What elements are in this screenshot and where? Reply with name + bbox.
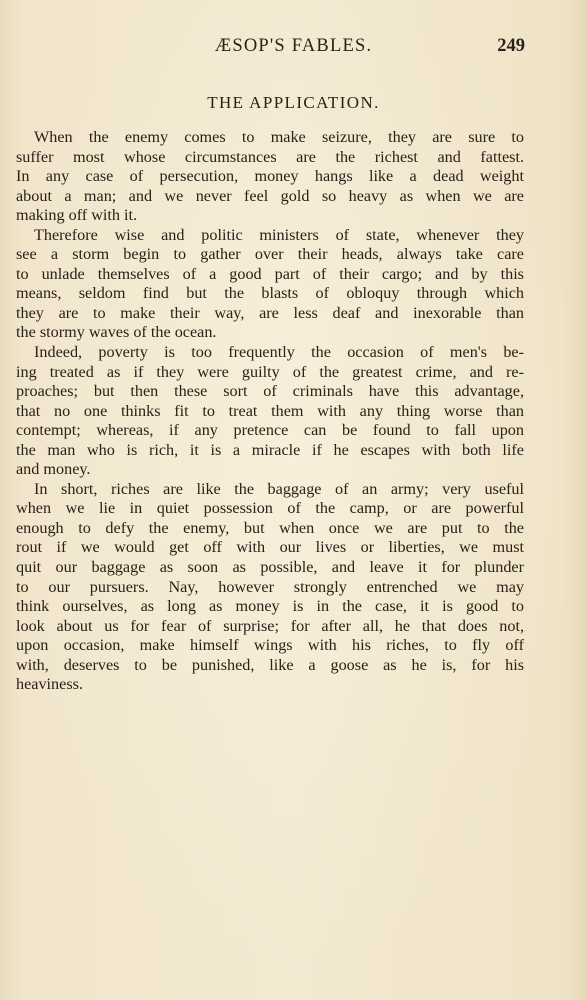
text-line: that no one thinks fit to treat them with any thing worse than	[16, 401, 524, 420]
text-line: proaches; but then these sort of criminals have this advantage,	[16, 382, 524, 401]
text-line: ing treated as if they were guilty of the greatest crime, and re-	[16, 362, 524, 381]
text-line: with, deserves to be punished, like a goose as he is, for his	[16, 655, 524, 674]
text-line: contempt; whereas, if any pretence can be found to fall upon	[16, 421, 524, 440]
text-line: In short, riches are like the baggage of an army; very useful	[34, 479, 524, 498]
text-line: they are to make their way, are less deaf and inexorable than	[16, 303, 524, 322]
text-line: when we lie in quiet possession of the camp, or are powerful	[16, 499, 524, 518]
paragraph-2	[16, 226, 524, 343]
paragraph-3	[16, 343, 524, 480]
text-line: When the enemy comes to make seizure, they are sure to	[34, 128, 524, 146]
text-line: and money.	[16, 460, 91, 479]
running-title: ÆSOP'S FABLES.	[214, 36, 373, 56]
text-line: suffer most whose circumstances are the richest and fattest.	[16, 147, 524, 166]
text-line: Therefore wise and politic ministers of state, whenever they	[34, 225, 524, 244]
text-line: means, seldom find but the blasts of obloquy through which	[16, 284, 524, 303]
text-line: to unlade themselves of a good part of their cargo; and by this	[16, 264, 524, 283]
text-line: the stormy waves of the ocean.	[16, 323, 217, 342]
page-number: 249	[497, 36, 525, 56]
text-line: see a storm begin to gather over their heads, always take care	[16, 245, 524, 264]
text-line: In any case of persecution, money hangs like a dead weight	[16, 167, 524, 186]
text-line: heaviness.	[16, 675, 83, 694]
running-head	[0, 36, 587, 62]
text-line: enough to defy the enemy, but when once we are put to the	[16, 518, 524, 537]
body-text	[16, 128, 524, 695]
text-line: upon occasion, make himself wings with his riches, to fly off	[16, 636, 524, 655]
text-line: quit our baggage as soon as possible, and leave it for plunder	[16, 558, 524, 577]
text-line: Indeed, poverty is too frequently the occasion of men's be-	[34, 343, 524, 362]
text-line: look about us for fear of surprise; for after all, he that does not,	[16, 616, 524, 635]
paragraph-4	[16, 480, 524, 695]
text-line: making off with it.	[16, 206, 138, 225]
paragraph-1	[16, 128, 524, 226]
text-line: think ourselves, as long as money is in the case, it is good to	[16, 597, 524, 616]
text-line: to our pursuers. Nay, however strongly entrenched we may	[16, 577, 524, 596]
text-line: about a man; and we never feel gold so heavy as when we are	[16, 186, 524, 205]
text-line: rout if we would get off with our lives or liberties, we must	[16, 538, 524, 557]
text-line: the man who is rich, it is a miracle if he escapes with both life	[16, 440, 524, 459]
section-title: THE APPLICATION.	[207, 93, 380, 112]
